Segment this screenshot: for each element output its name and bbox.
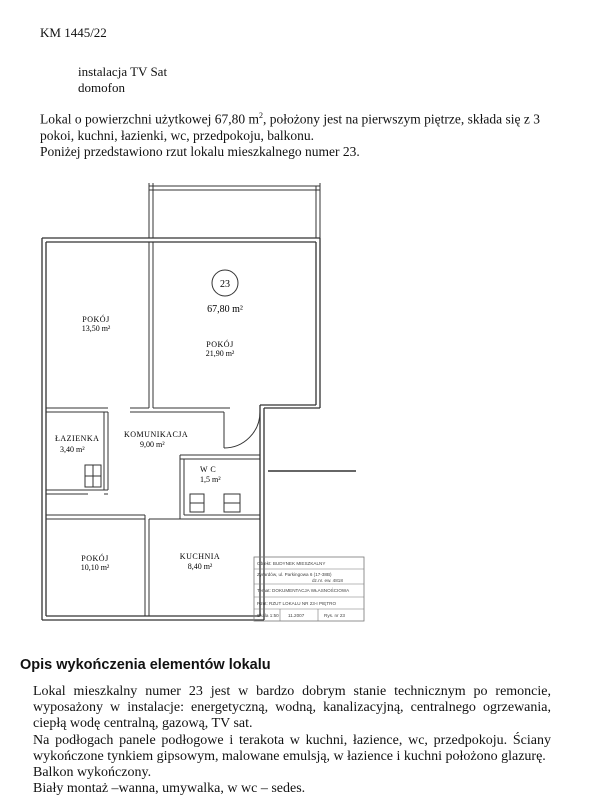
room-area-pokoj-small: 10,10 m²: [80, 563, 110, 572]
amenity-tv-sat: instalacja TV Sat: [78, 64, 168, 79]
stamp-date: 11.2007: [288, 613, 305, 618]
stamp-scale: Skala 1:50: [257, 613, 279, 618]
room-label-komunikacja: KOMUNIKACJA: [124, 430, 189, 439]
room-label-pokoj-main: POKÓJ: [206, 340, 234, 349]
room-area-kuchnia: 8,40 m²: [187, 562, 213, 571]
description-paragraph-installations: Lokal mieszkalny numer 23 jest w bardzo dobrym stanie technicznym po remoncie, wyposażony w instalacje: energetyczną, wodną, kanalizacyjną, centralnego ogrzewania, ciepłą wodę centralną, gazową, TV sat.: [33, 684, 551, 732]
stamp-object: Obiekt: BUDYNEK MIESZKALNY: [257, 561, 326, 566]
document-reference: KM 1445/22: [40, 25, 107, 40]
stamp-parcel: dz.nr. ew. 4818: [312, 578, 343, 583]
balcony: [149, 183, 320, 238]
intro-line-1: Lokal o powierzchni użytkowej 67,80 $m^2$, położony jest na pierwszym piętrze, składa się z 3: [40, 111, 540, 127]
bathroom-fixtures: [85, 465, 101, 487]
stamp-drawing: Rzut: RZUT LOKALU NR 23-I PIĘTRO: [257, 601, 337, 606]
description-body: [33, 684, 551, 797]
stamp-address: Zyrardów, ul. Parkingowa 6 (17-38B): [257, 572, 332, 577]
room-area-pokoj-left: 13,50 m²: [81, 324, 111, 333]
intro-line-2: pokoi, kuchni, łazienki, wc, przedpokoju, balkonu.: [40, 127, 315, 143]
description-paragraph-balcony: Balkon wykończony.: [33, 765, 152, 781]
intro-line-3: Poniżej przedstawiono rzut lokalu mieszkalnego numer 23.: [40, 143, 360, 159]
room-label-pokoj-left: POKÓJ: [82, 315, 110, 324]
title-block-stamp: [254, 557, 364, 621]
description-paragraph-fixtures: Biały montaż –wanna, umywalka, w wc – sedes.: [33, 781, 306, 797]
unit-area: 67,80 m²: [207, 304, 243, 315]
amenity-domofon: domofon: [78, 80, 125, 95]
description-paragraph-finishes: Na podłogach panele podłogowe i terakota w kuchni, łazience, wc, przedpokoju. Ściany wykończone tynkiem gipsowym, malowane emulsją, w łazience i kuchni położono glazurę.: [33, 732, 551, 764]
room-label-lazienka: ŁAZIENKA: [55, 434, 100, 443]
wc-fixtures: [190, 494, 240, 512]
room-area-wc: 1,5 m²: [200, 475, 221, 484]
stamp-sheet: Rys. nr 23: [324, 613, 345, 618]
room-label-wc: W C: [200, 465, 217, 474]
room-label-kuchnia: KUCHNIA: [179, 552, 221, 561]
room-area-komunikacja: 9,00 m²: [140, 440, 165, 449]
entry-door: [224, 412, 260, 448]
unit-number: 23: [220, 279, 230, 290]
stamp-topic: Temat: DOKUMENTACJA WŁASNOŚCIOWA: [257, 588, 350, 593]
description-heading: Opis wykończenia elementów lokalu: [20, 657, 271, 673]
room-area-pokoj-main: 21,90 m²: [205, 349, 235, 358]
interior-walls: [46, 242, 260, 616]
room-label-pokoj-small: POKÓJ: [81, 554, 109, 563]
room-area-lazienka: 3,40 m²: [60, 445, 85, 454]
